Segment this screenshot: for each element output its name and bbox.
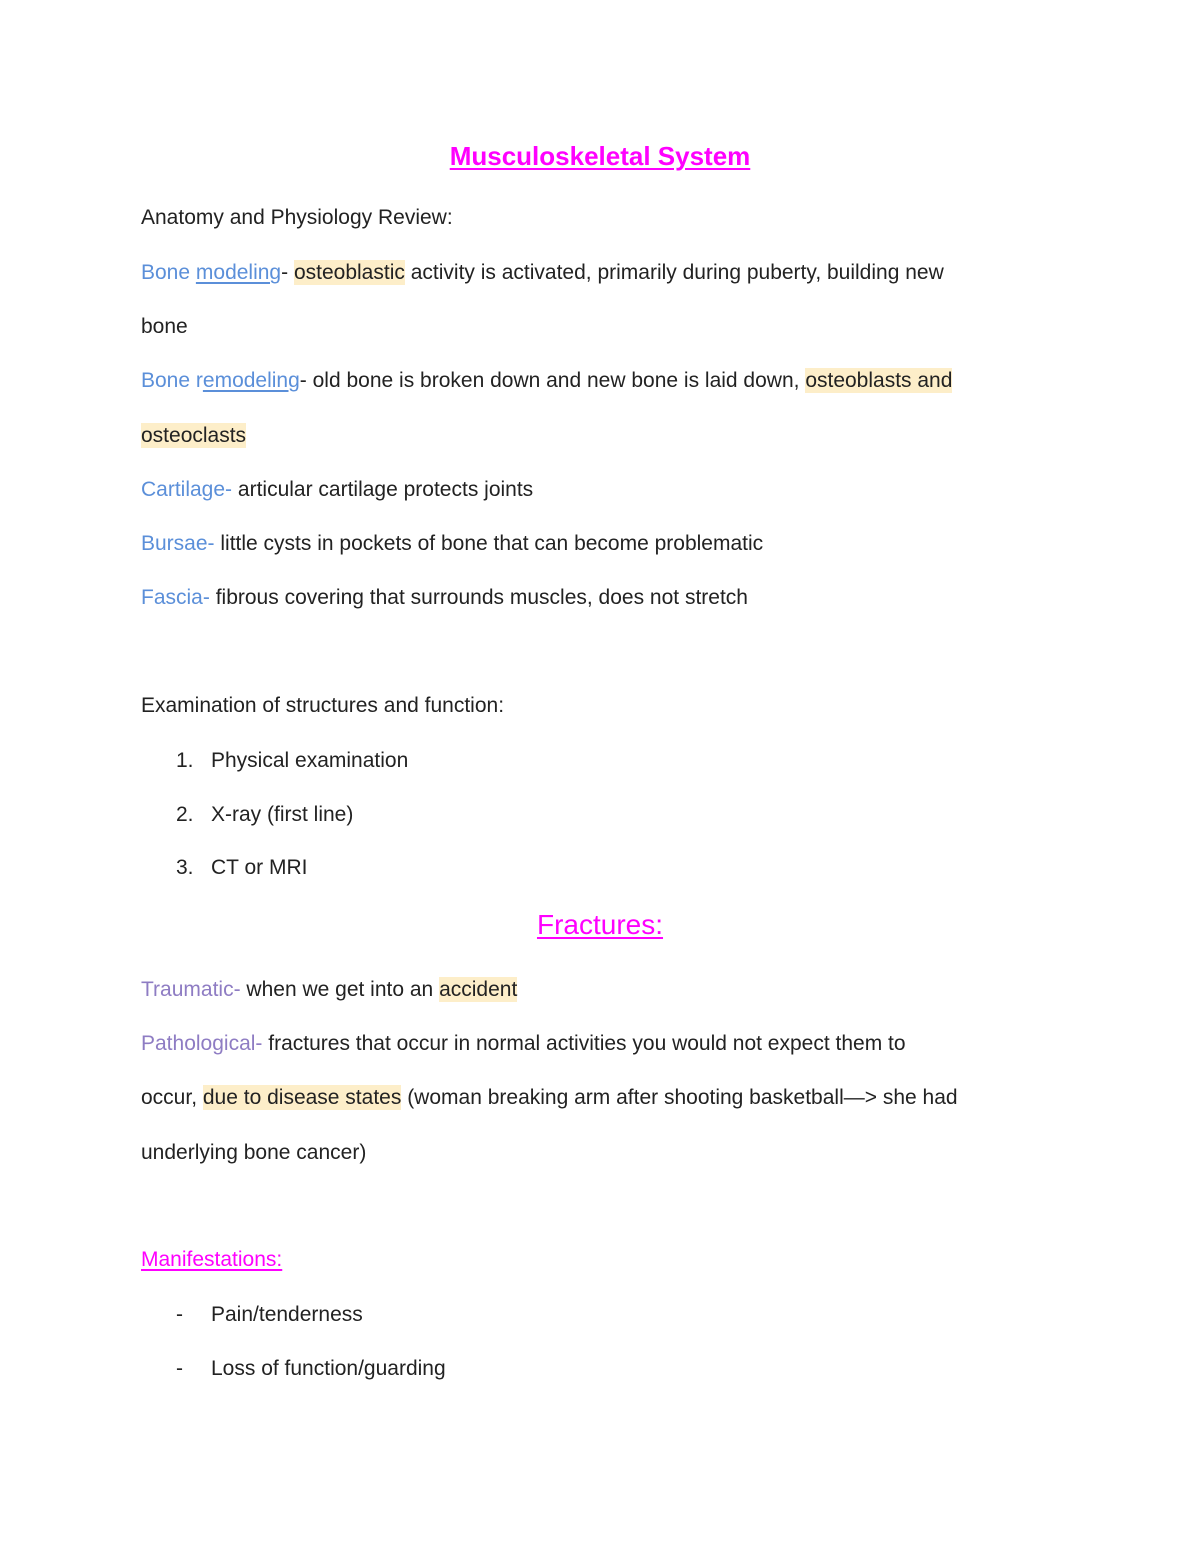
term-bursae: Bursae- — [141, 532, 215, 555]
list-item — [176, 800, 353, 830]
term-dash: - — [281, 261, 289, 284]
list-item — [176, 746, 408, 776]
definition-text: little cysts in pockets of bone that can become problematic — [220, 532, 764, 555]
list-item — [176, 1354, 446, 1384]
definition-bone-remodeling-continued — [141, 421, 246, 451]
list-item — [176, 1300, 363, 1330]
definition-pathological — [141, 1029, 906, 1059]
definition-traumatic — [141, 975, 517, 1005]
term-modeling-link[interactable]: modeling — [195, 261, 282, 284]
fractures-heading: Fractures: — [536, 909, 664, 940]
list-item-text: Physical examination — [211, 749, 409, 772]
definition-text: activity is activated, primarily during puberty, building new — [410, 261, 944, 284]
term-bone: Bone — [141, 261, 191, 284]
definition-text: when we get into an — [246, 978, 434, 1001]
definition-bone-modeling — [141, 258, 944, 288]
definition-pathological-continued — [141, 1083, 958, 1113]
term-cartilage: Cartilage- — [141, 478, 233, 501]
term-pathological: Pathological- — [141, 1032, 263, 1055]
definition-text: (woman breaking arm after shooting basketball—> she had — [407, 1086, 958, 1109]
term-dash: - — [299, 369, 307, 392]
list-item-text: CT or MRI — [211, 856, 308, 879]
term-traumatic: Traumatic- — [141, 978, 241, 1001]
list-marker: 2. — [176, 803, 194, 826]
highlight-osteoclasts: osteoclasts — [141, 424, 247, 447]
list-item-text: X-ray (first line) — [211, 803, 354, 826]
highlight-osteoblastic: osteoblastic — [293, 261, 405, 284]
definition-bone-modeling-continued: bone — [141, 315, 188, 338]
list-item-text: Loss of function/guarding — [211, 1357, 446, 1380]
term-r: r — [195, 369, 203, 392]
definition-text: articular cartilage protects joints — [237, 478, 534, 501]
definition-pathological-continued: underlying bone cancer) — [141, 1141, 367, 1164]
list-marker: - — [176, 1303, 183, 1326]
page-title: Musculoskeletal System — [449, 141, 751, 171]
definition-bursae — [141, 529, 763, 559]
list-marker: 3. — [176, 856, 194, 879]
list-marker: - — [176, 1357, 183, 1380]
term-remodeling-link[interactable]: emodeling — [202, 369, 300, 392]
definition-text: fibrous covering that surrounds muscles, does not stretch — [215, 586, 748, 609]
exam-heading: Examination of structures and function: — [141, 694, 505, 717]
list-marker: 1. — [176, 749, 194, 772]
definition-cartilage — [141, 475, 533, 505]
term-bone: Bone — [141, 369, 191, 392]
highlight-osteoblasts: osteoblasts and — [805, 369, 953, 392]
review-heading: Anatomy and Physiology Review: — [141, 206, 453, 229]
manifestations-heading: Manifestations: — [141, 1248, 283, 1271]
list-item — [176, 853, 307, 883]
definition-text: occur, — [141, 1086, 198, 1109]
definition-text: fractures that occur in normal activities you would not expect them to — [268, 1032, 906, 1055]
list-item-text: Pain/tenderness — [211, 1303, 363, 1326]
definition-fascia — [141, 583, 748, 613]
definition-text: old bone is broken down and new bone is laid down, — [306, 369, 800, 392]
definition-bone-remodeling — [141, 366, 952, 396]
highlight-disease-states: due to disease states — [202, 1086, 402, 1109]
highlight-accident: accident — [439, 978, 518, 1001]
term-fascia: Fascia- — [141, 586, 210, 609]
